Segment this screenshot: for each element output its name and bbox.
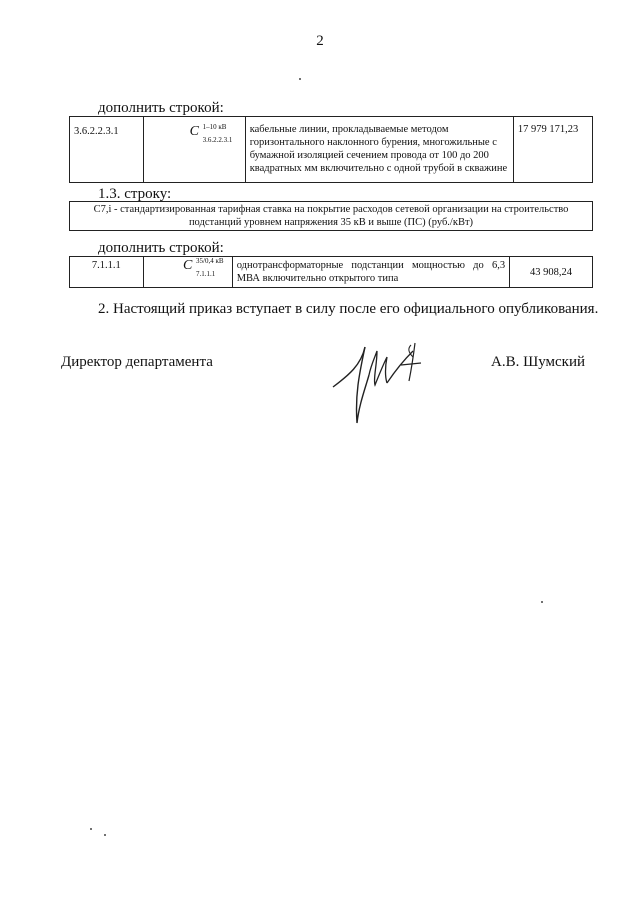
table-row bbox=[70, 117, 593, 183]
row-value: 43 908,24 bbox=[510, 257, 593, 288]
row-code: 3.6.2.2.3.1 bbox=[70, 117, 144, 183]
signatory-name: А.В. Шумский bbox=[491, 354, 586, 370]
effective-paragraph: 2. Настоящий приказ вступает в силу после его официального опубликования. bbox=[98, 301, 599, 317]
tariff-symbol: C 1–10 кВ 3.6.2.2.3.1 bbox=[189, 123, 233, 144]
table-row bbox=[70, 257, 593, 288]
section1-table bbox=[69, 116, 593, 183]
row-symbol bbox=[143, 257, 232, 288]
section2-box: С7,i - стандартизированная тарифная ставка на покрытие расходов сетевой организации на строительство подстанций уровнем напряжения 35 кВ и выше (ПС) (руб./кВт) bbox=[69, 201, 593, 231]
row-description: однотрансформаторные подстанции мощностью до 6,3 МВА включительно открытого типа bbox=[232, 257, 509, 288]
row-description: кабельные линии, прокладываемые методом горизонтального наклонного бурения, многожильные с бумажной изоляцией сечением провода от 100 до 200 квадратных мм включительно с одной трубой в скважине bbox=[245, 117, 513, 183]
signatory-title: Директор департамента bbox=[61, 354, 213, 370]
tariff-symbol: C 35/0,4 кВ 7.1.1.1 bbox=[183, 257, 224, 278]
section2-heading: 1.3. строку: bbox=[98, 186, 172, 202]
section3-heading: дополнить строкой: bbox=[98, 240, 224, 256]
page-number: 2 bbox=[316, 33, 324, 49]
section3-table bbox=[69, 256, 593, 288]
scan-speck bbox=[104, 834, 106, 836]
row-code: 7.1.1.1 bbox=[70, 257, 144, 288]
section1-heading: дополнить строкой: bbox=[98, 100, 224, 116]
scan-speck bbox=[299, 78, 301, 80]
row-value: 17 979 171,23 bbox=[513, 117, 592, 183]
scan-speck bbox=[90, 828, 92, 830]
row-symbol bbox=[143, 117, 245, 183]
scan-speck bbox=[541, 601, 543, 603]
handwritten-signature bbox=[325, 335, 435, 435]
